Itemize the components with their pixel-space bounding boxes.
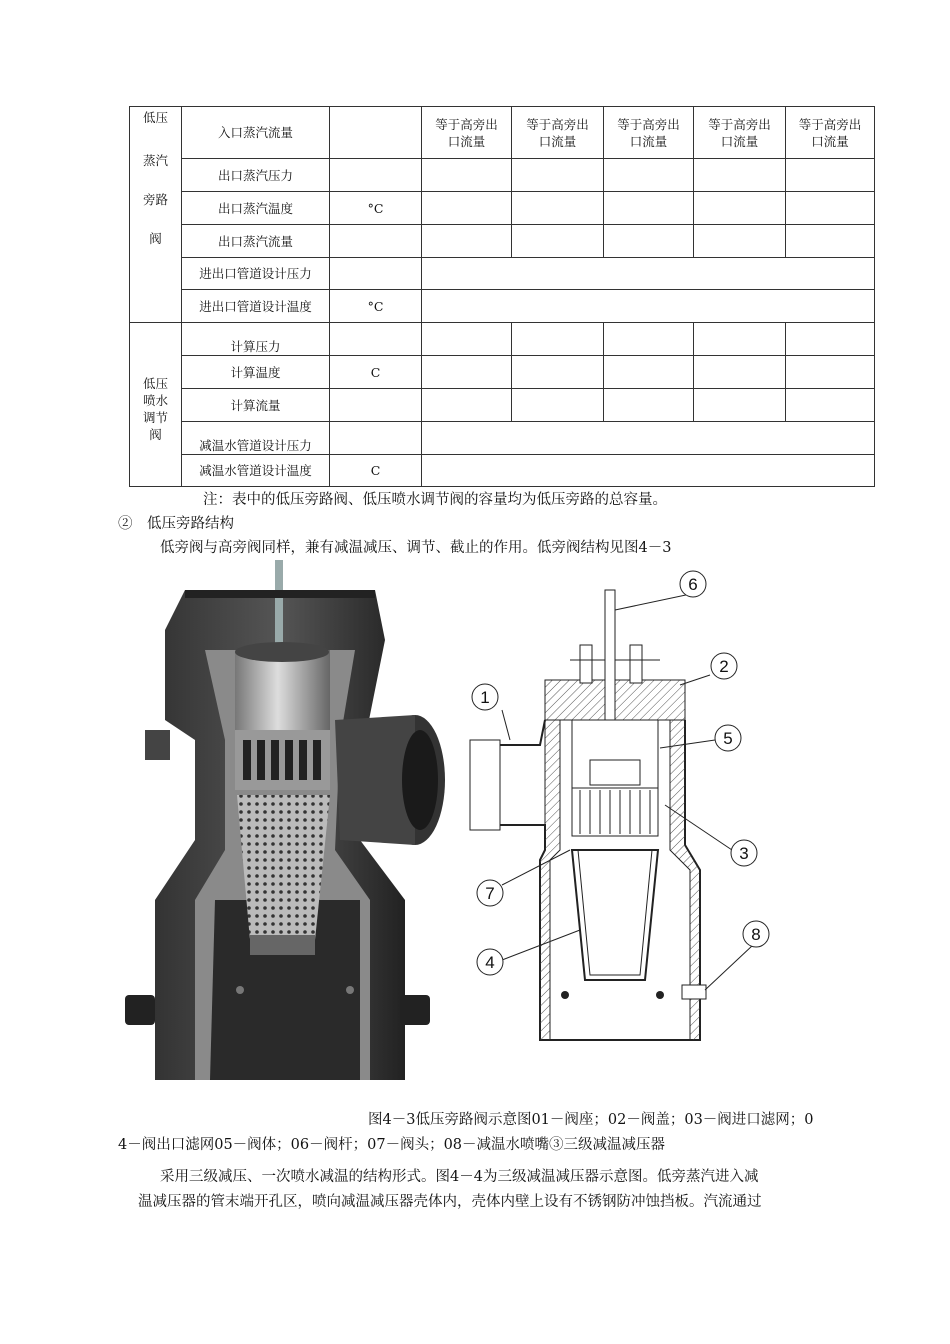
spec-table xyxy=(129,106,875,487)
figure-caption: 图4－3低压旁路阀示意图01－阀座；02－阀盖；03－阀进口滤网；0 xyxy=(368,1112,814,1128)
valve-cutaway-illustration xyxy=(125,560,445,1090)
row-name: 计算压力 xyxy=(182,323,330,356)
table-cell: 等于高旁出 口流量 xyxy=(786,107,875,159)
callout-6: 6 xyxy=(688,575,698,594)
row-name: 进出口管道设计压力 xyxy=(182,258,330,290)
callout-1: 1 xyxy=(480,688,490,707)
table-cell: 等于高旁出 口流量 xyxy=(512,107,604,159)
row-name: 减温水管道设计温度 xyxy=(182,455,330,487)
table-cell: 等于高旁出 口流量 xyxy=(694,107,786,159)
row-unit: C xyxy=(330,356,422,389)
table-cell: 等于高旁出 口流量 xyxy=(422,107,512,159)
row-name: 出口蒸汽流量 xyxy=(182,225,330,258)
table-note: 注：表中的低压旁路阀、低压喷水调节阀的容量均为低压旁路的总容量。 xyxy=(203,492,667,508)
table-cell: 等于高旁出 口流量 xyxy=(604,107,694,159)
row-name: 出口蒸汽压力 xyxy=(182,159,330,192)
row-name: 计算流量 xyxy=(182,389,330,422)
row-name: 计算温度 xyxy=(182,356,330,389)
paragraph: 采用三级减压、一次喷水减温的结构形式。图4－4为三级减温减压器示意图。低旁蒸汽进入减 xyxy=(160,1169,759,1185)
section-title: ② 低压旁路结构 xyxy=(118,516,234,532)
paragraph: 低旁阀与高旁阀同样，兼有减温减压、调节、截止的作用。低旁阀结构见图4－3 xyxy=(160,540,672,556)
callout-4: 4 xyxy=(485,953,495,972)
row-name: 减温水管道设计压力 xyxy=(182,422,330,455)
figure-caption-cont: 4－阀出口滤网05－阀体；06－阀杆；07－阀头；08－减温水喷嘴③三级减温减压器 xyxy=(118,1137,666,1153)
valve-section-drawing xyxy=(460,560,780,1090)
group2-label: 低压 喷水 调节 阀 xyxy=(130,323,182,487)
row-name: 入口蒸汽流量 xyxy=(182,107,330,159)
paragraph: 温减压器的管末端开孔区，喷向减温减压器壳体内，壳体内壁上设有不锈钢防冲蚀挡板。汽流通过 xyxy=(138,1194,762,1210)
callout-2: 2 xyxy=(719,657,729,676)
group1-label: 低压 蒸汽 旁路 阀 xyxy=(130,107,182,323)
callout-3: 3 xyxy=(739,844,749,863)
row-name: 进出口管道设计温度 xyxy=(182,290,330,323)
row-unit: °C xyxy=(330,192,422,225)
row-unit: °C xyxy=(330,290,422,323)
row-unit xyxy=(330,107,422,159)
callout-8: 8 xyxy=(751,925,761,944)
row-name: 出口蒸汽温度 xyxy=(182,192,330,225)
row-unit: C xyxy=(330,455,422,487)
callout-7: 7 xyxy=(485,884,495,903)
callout-5: 5 xyxy=(723,729,733,748)
